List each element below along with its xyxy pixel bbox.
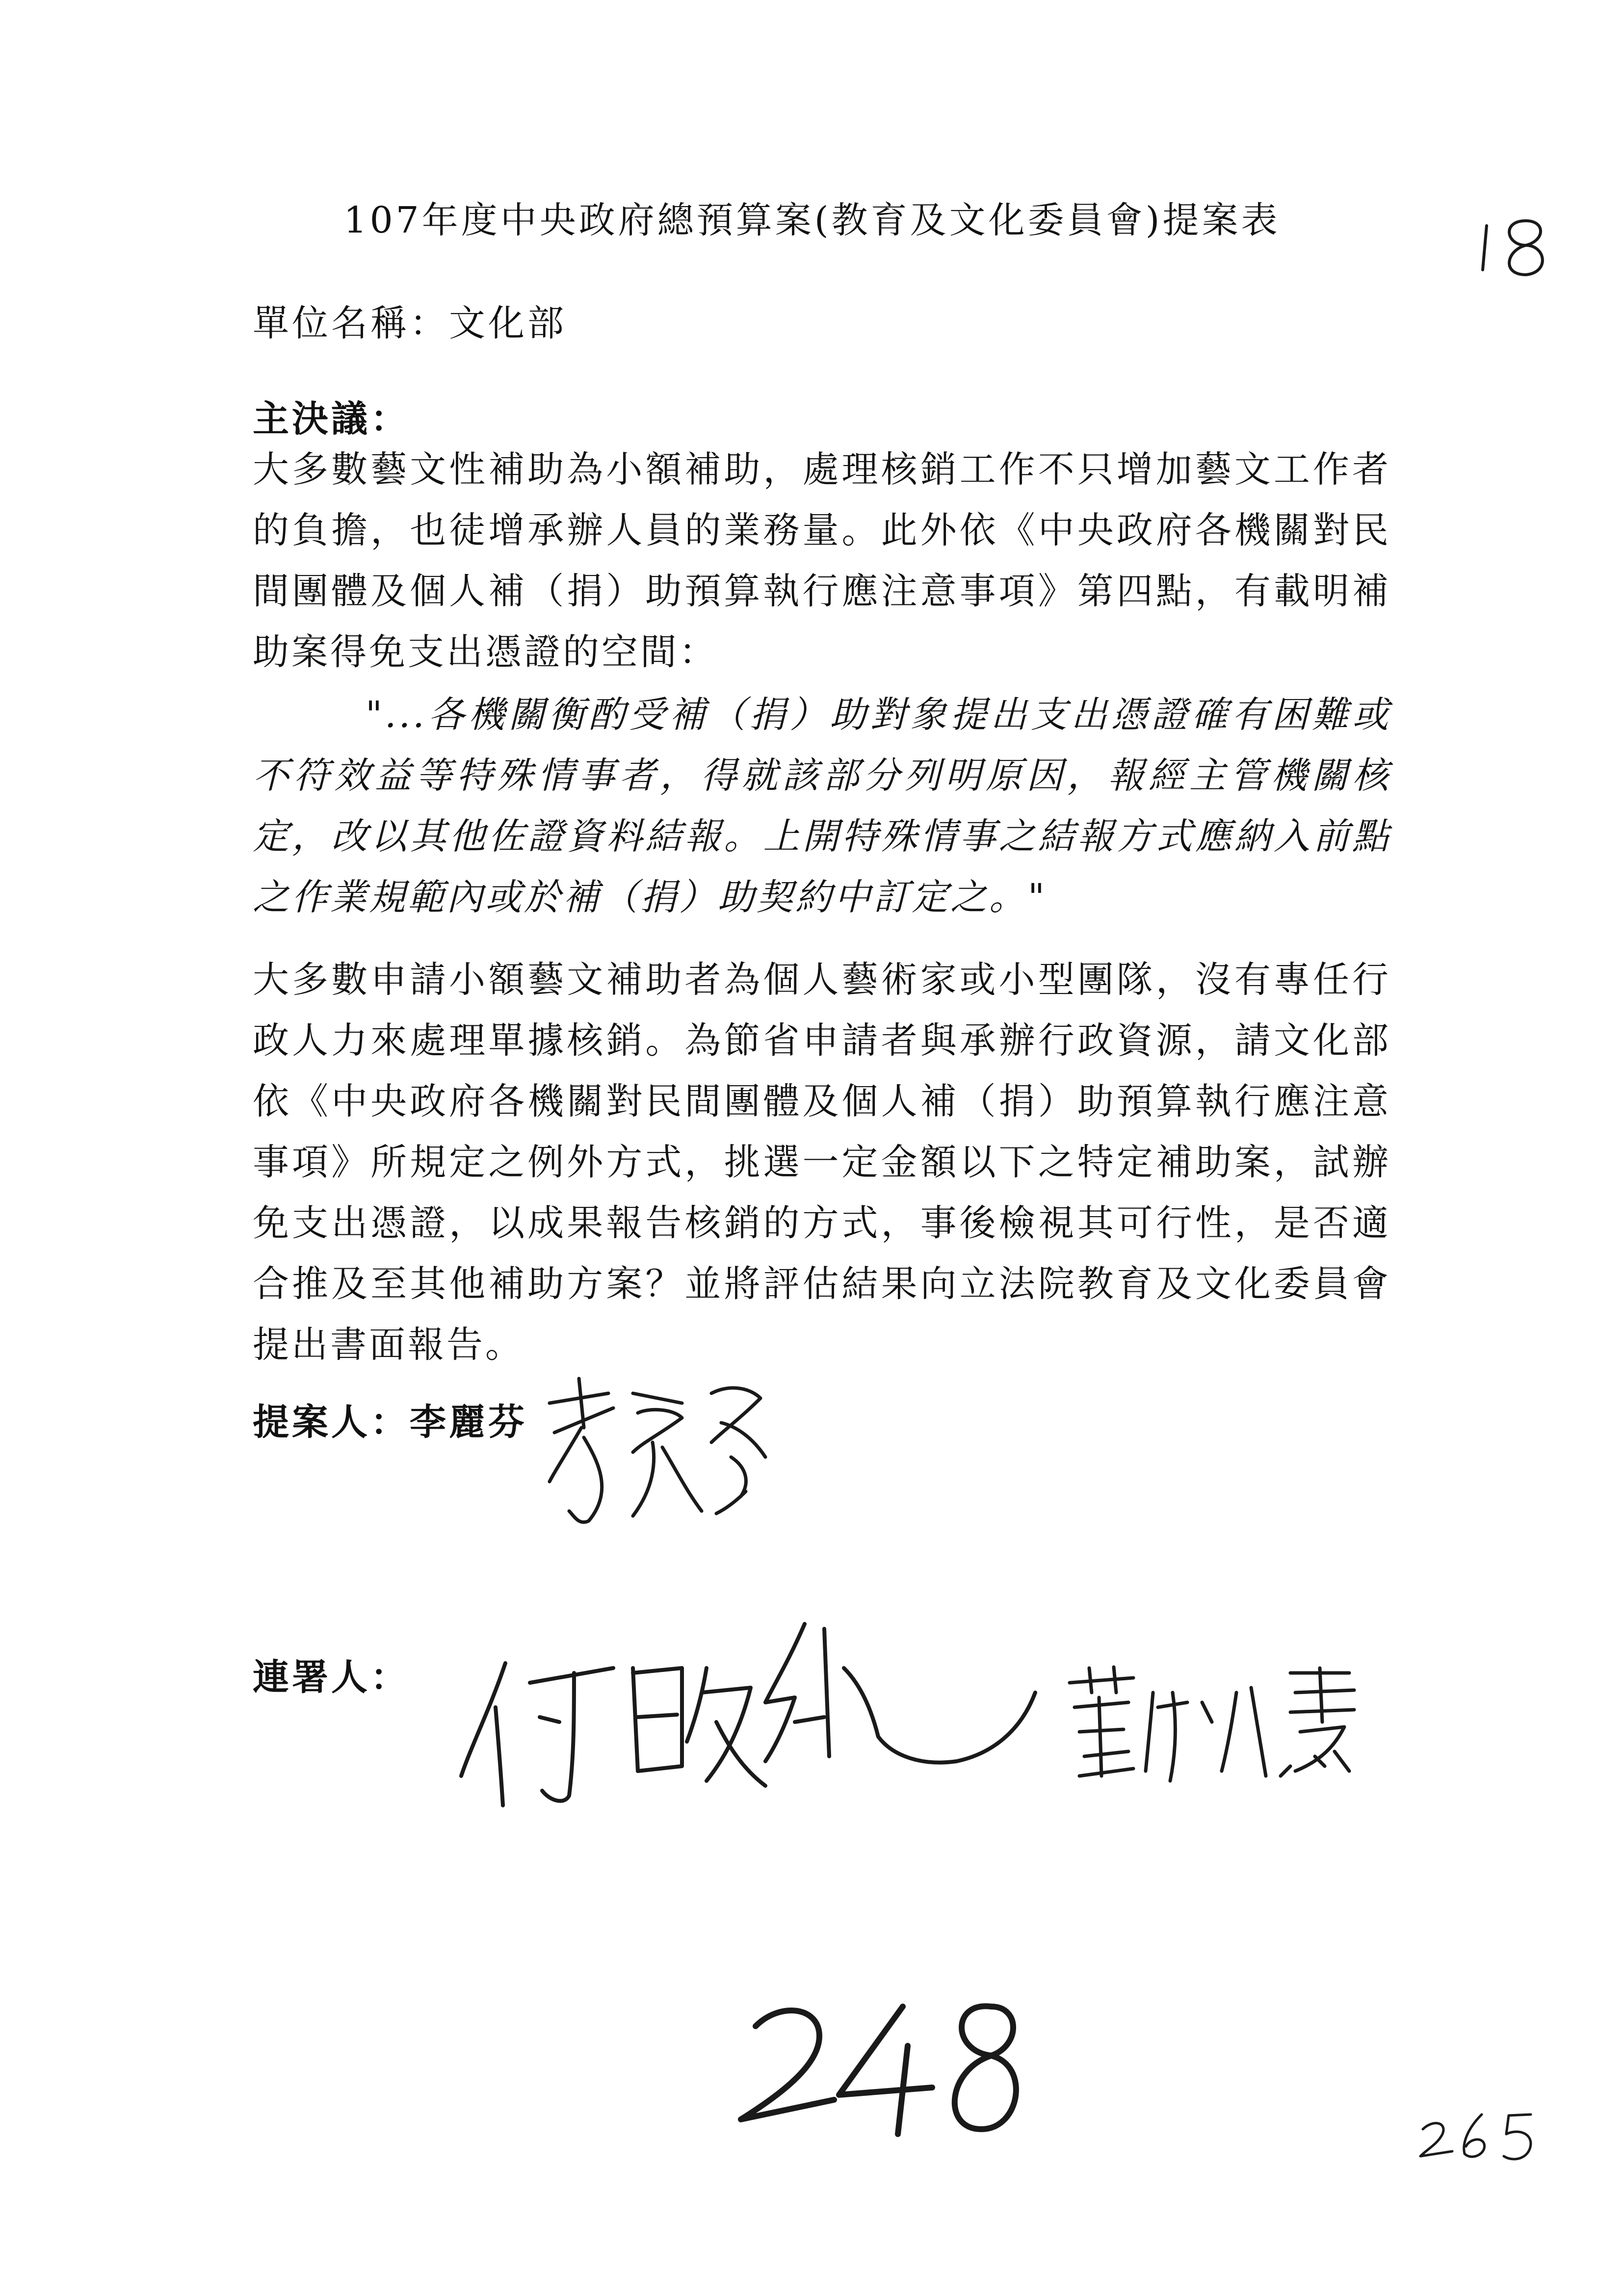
resolution-heading: 主決議： — [253, 398, 410, 440]
handwritten-page-number — [726, 1987, 1030, 2144]
quote-text: "...各機關衡酌受補（捐）助對象提出支出憑證確有困難或不符效益等特殊情事者，得就該部分列明原因，報經主管機關核定，改以其他佐證資料結報。上開特殊情事之結報方式應納入前點之作業規範內或於補（捐）助契約中訂定之。" — [253, 694, 1391, 918]
proposer-label: 提案人：李麗芬 — [253, 1401, 527, 1443]
cosigner-signature-2 — [1060, 1663, 1364, 1791]
quoted-regulation — [253, 684, 1391, 928]
cosigner-signature-1 — [451, 1609, 1040, 1825]
paragraph-1: 大多數藝文性補助為小額補助，處理核銷工作不只增加藝文工作者的負擔，也徒增承辦人員的業務量。此外依《中央政府各機關對民間團體及個人補（捐）助預算執行應注意事項》第四點，有載明補助案得免支出憑證的空間： — [253, 448, 1391, 673]
proposer-signature — [535, 1374, 780, 1531]
document-title: 107年度中央政府總預算案(教育及文化委員會)提案表 — [343, 199, 1281, 241]
handwritten-corner-number — [1472, 206, 1570, 285]
unit-name: 單位名稱：文化部 — [253, 302, 567, 344]
paragraph-2: 大多數申請小額藝文補助者為個人藝術家或小型團隊，沒有專任行政人力來處理單據核銷。為節省申請者與承辦行政資源，請文化部依《中央政府各機關對民間團體及個人補（捐）助預算執行應注意事項》所規定之例外方式，挑選一定金額以下之特定補助案，試辦免支出憑證，以成果報告核銷的方式，事後檢視其可行性，是否適合推及至其他補助方案？並將評估結果向立法院教育及文化委員會提出書面報告。 — [253, 959, 1391, 1366]
cosigner-label: 連署人： — [253, 1656, 410, 1698]
handwritten-bottom-mark — [1413, 2095, 1541, 2173]
